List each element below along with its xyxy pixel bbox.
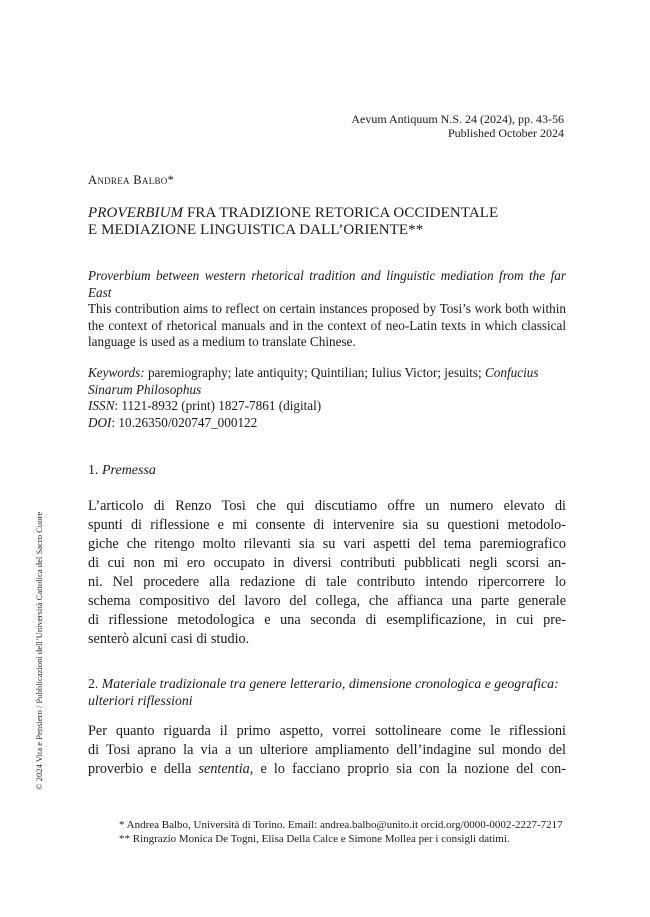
text-line: di Tosi aprano la via a un ulteriore ampliamento dell’indagine sul mondo del bbox=[88, 742, 566, 758]
text-line: giche che ritengo molto rilevanti sia su vari aspetti del tema paremiografico bbox=[88, 536, 566, 552]
doi-label: DOI bbox=[88, 414, 112, 430]
text-line: spunti di riflessione e mi consente di intervenire sia su questioni metodolo- bbox=[88, 517, 566, 533]
text-line: schema compositivo del lavoro del collega, che affianca una parte generale bbox=[88, 593, 566, 609]
author-name-text: Andrea Balbo bbox=[88, 173, 168, 187]
journal-header bbox=[351, 112, 564, 140]
keywords-italic: Confucius Sinarum Philosophus bbox=[88, 365, 539, 397]
paragraph-2 bbox=[88, 722, 566, 779]
abstract-text: This contribution aims to reflect on certain instances proposed by Tosi’s work both within the context of rhetorical manuals and in the context of neo-Latin texts in which classical language is used as a medium to translate Chinese. bbox=[88, 301, 566, 349]
author-name bbox=[88, 173, 174, 188]
title-line-1-rest: FRA TRADIZIONE RETORICA OCCIDENTALE bbox=[183, 205, 499, 221]
article-metadata bbox=[88, 365, 566, 431]
abstract bbox=[88, 268, 566, 351]
keywords-label: Keywords: bbox=[88, 365, 145, 380]
section-title: Premessa bbox=[102, 463, 156, 478]
text-fragment: proverbio e della bbox=[88, 761, 199, 777]
text-line: di riflessione metodologica e una seconda di esemplificazione, in cui pre- bbox=[88, 612, 566, 628]
issn-label: ISSN bbox=[88, 398, 115, 413]
text-line: senterò alcuni casi di studio. bbox=[88, 631, 250, 647]
issn bbox=[88, 398, 566, 415]
text-line: ni. Nel procedere alla redazione di tale contributo intendo ripercorrere lo bbox=[88, 574, 566, 590]
paragraph-1 bbox=[88, 497, 566, 649]
keywords bbox=[88, 365, 566, 398]
doi-text: : 10.26350/020747_000122 bbox=[111, 414, 258, 430]
section-title: Materiale tradizionale tra genere letterario, dimensione cronologica e geografica: bbox=[101, 676, 559, 691]
section-heading-2 bbox=[88, 675, 568, 709]
section-2-line-1 bbox=[88, 675, 568, 692]
publication-date: Published October 2024 bbox=[448, 126, 564, 140]
section-number: 2. bbox=[88, 676, 102, 691]
journal-citation: Aevum Antiquum N.S. 24 (2024), pp. 43-56 bbox=[351, 112, 564, 126]
footnote-1: * Andrea Balbo, Università di Torino. Email: andrea.balbo@unito.it orcid.org/0000-0002-2227-7217 bbox=[119, 819, 563, 831]
english-title: Proverbium between western rhetorical tradition and linguistic mediation from the far East bbox=[88, 268, 566, 300]
text-fragment: , e lo facciano proprio sia con la nozione del con- bbox=[249, 761, 566, 777]
text-line bbox=[88, 760, 566, 779]
copyright-notice: © 2024 Vita e Pensiero / Pubblicazioni dell’Università Cattolica del Sacro Cuore bbox=[34, 511, 44, 790]
footnotes bbox=[119, 818, 563, 846]
text-line: di cui non mi ero occupato in diversi contributi pubblicati negli scorsi an- bbox=[88, 555, 566, 571]
title-line-1 bbox=[88, 205, 568, 222]
author-footnote-mark: * bbox=[167, 173, 175, 187]
title-italic-word: PROVERBIUM bbox=[88, 205, 184, 221]
section-title-continued: ulteriori riflessioni bbox=[88, 693, 193, 708]
section-number: 1. bbox=[88, 463, 102, 478]
article-title bbox=[88, 205, 568, 239]
italic-term: sententia bbox=[198, 761, 250, 777]
issn-text: : 1121-8932 (print) 1827-7861 (digital) bbox=[114, 398, 322, 413]
keywords-text: paremiography; late antiquity; Quintilian; Iulius Victor; jesuits; bbox=[144, 365, 485, 380]
doi bbox=[88, 415, 566, 432]
footnote-2: ** Ringrazio Monica De Togni, Elisa Della Calce e Simone Mollea per i consigli datimi. bbox=[119, 833, 510, 845]
title-line-2: E MEDIAZIONE LINGUISTICA DALL’ORIENTE** bbox=[88, 222, 424, 238]
text-line: L’articolo di Renzo Tosi che qui discutiamo offre un numero elevato di bbox=[88, 498, 566, 514]
section-heading-1 bbox=[88, 462, 568, 479]
text-line: Per quanto riguarda il primo aspetto, vorrei sottolineare come le riflessioni bbox=[88, 723, 566, 739]
